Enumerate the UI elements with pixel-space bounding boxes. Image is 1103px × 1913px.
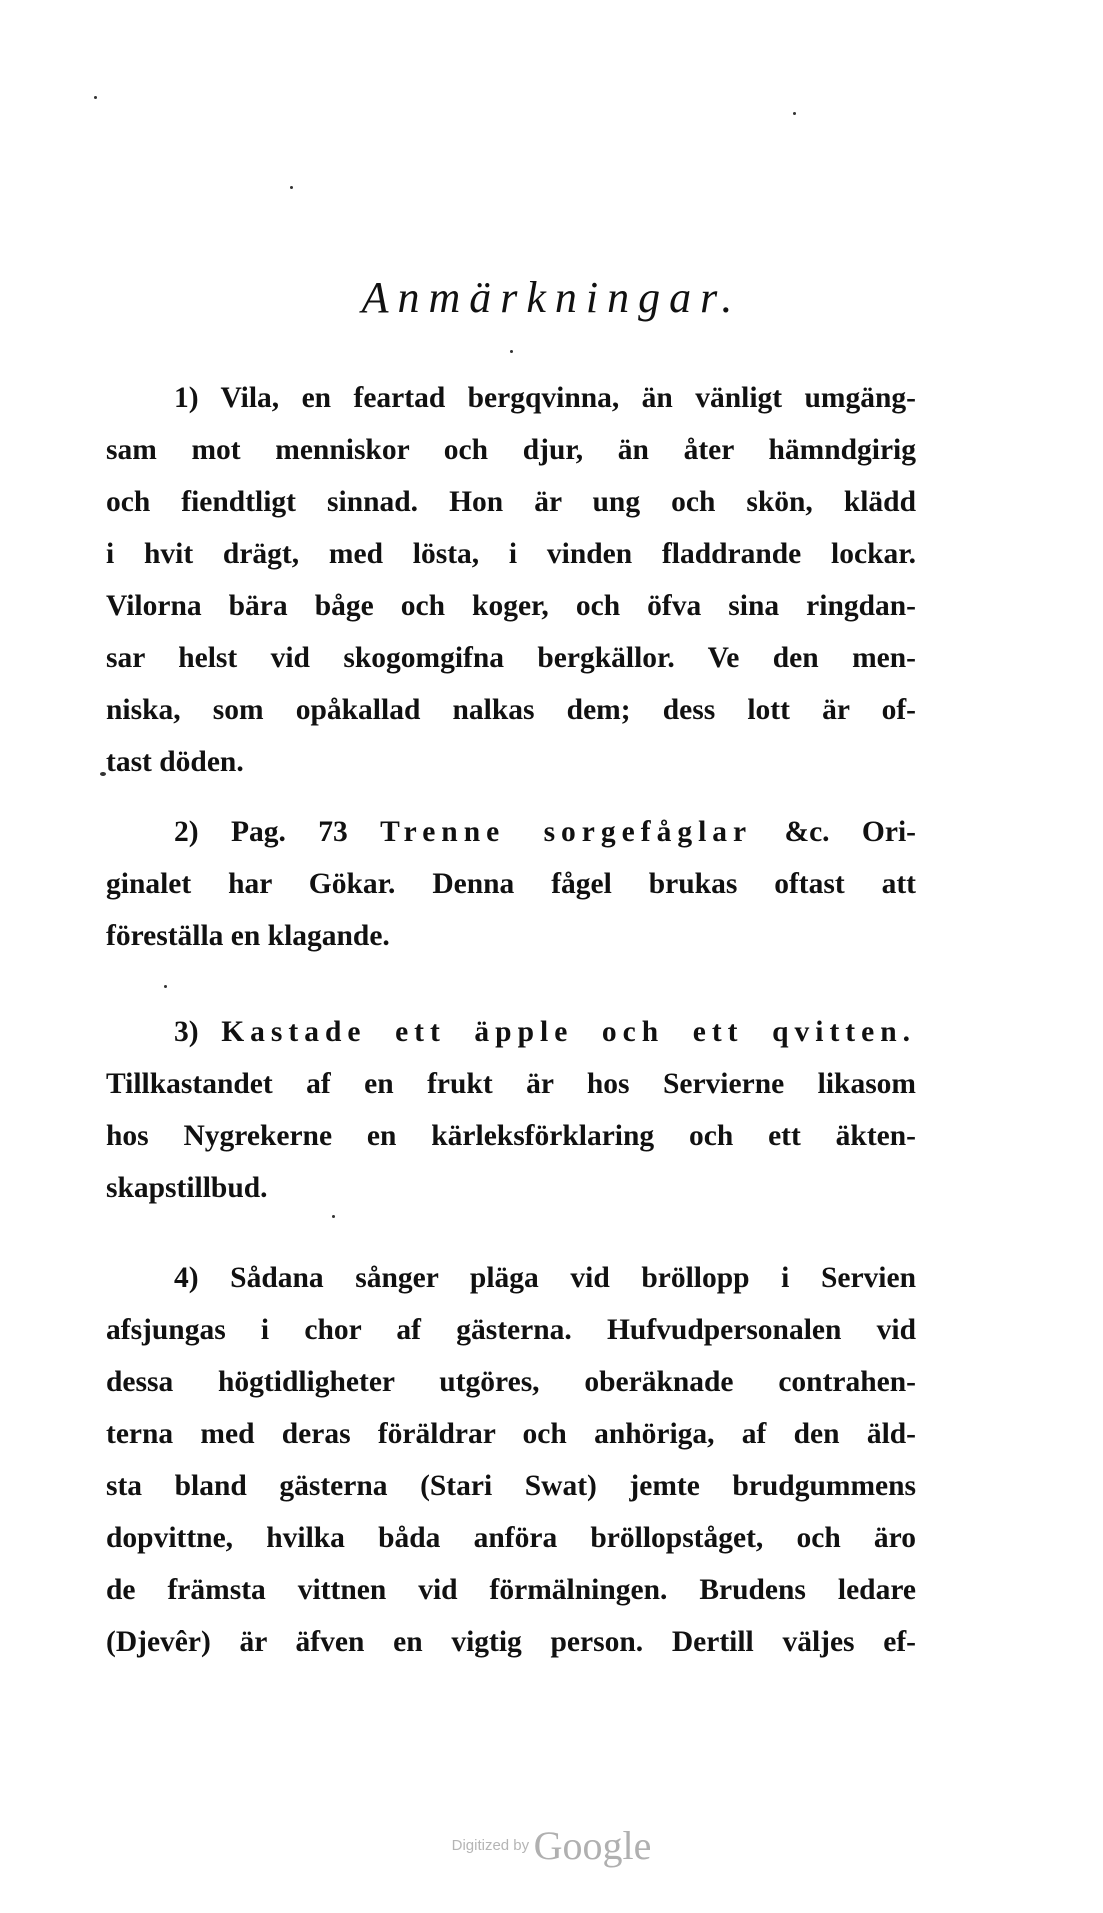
note-prefix: 3) (174, 1016, 222, 1048)
note-line: terna med deras föräldrar och anhöriga, af den äld- (106, 1418, 916, 1450)
scan-speck (332, 1215, 335, 1218)
note-line: sar helst vid skogomgifna bergkällor. Ve den men- (106, 642, 916, 674)
note-line: skapstillbud. (106, 1172, 268, 1204)
note-line: sta bland gästerna (Stari Swat) jemte brudgummens (106, 1470, 916, 1502)
scan-speck (100, 772, 106, 776)
note-line: tast döden. (106, 746, 244, 778)
note-prefix: 2) Pag. 73 (174, 816, 381, 848)
note-2 (106, 806, 916, 962)
scan-speck (510, 350, 513, 353)
page-title: Anmärkningar. (361, 273, 742, 322)
note-line: dessa högtidligheter utgöres, oberäknade contrahen- (106, 1366, 916, 1398)
note-line: 1) Vila, en feartad bergqvinna, än vänligt umgäng- (174, 382, 916, 414)
note-3 (106, 1006, 916, 1214)
note-line: hos Nygrekerne en kärleksförklaring och ett äkten- (106, 1120, 916, 1152)
note-suffix: &c. Ori- (752, 816, 916, 848)
note-spaced-phrase: Trenne sorgefåglar (380, 816, 753, 848)
note-line: Vilorna bära båge och koger, och öfva sina ringdan- (106, 590, 916, 622)
note-line: de främsta vittnen vid förmälningen. Brudens ledare (106, 1574, 916, 1606)
scan-speck (793, 112, 796, 115)
note-4 (106, 1252, 916, 1668)
note-1 (106, 372, 916, 788)
note-first-line (106, 806, 916, 858)
note-line: dopvittne, hvilka båda anföra bröllopståget, och äro (106, 1522, 916, 1554)
note-line: afsjungas i chor af gästerna. Hufvudpersonalen vid (106, 1314, 916, 1346)
note-spaced-phrase: Kastade ett äpple och ett qvitten. (221, 1016, 916, 1048)
scan-speck (164, 985, 167, 988)
note-line: föreställa en klagande. (106, 920, 390, 952)
note-line: (Djevêr) är äfven en vigtig person. Dertill väljes ef- (106, 1626, 916, 1658)
watermark-brand: Google (533, 1823, 652, 1868)
note-first-line (106, 1006, 916, 1058)
watermark-prefix: Digitized by (451, 1837, 530, 1854)
scan-speck (94, 96, 97, 99)
note-line: sam mot menniskor och djur, än åter hämndgirig (106, 434, 916, 466)
digitized-watermark (0, 1822, 1103, 1869)
note-line: Tillkastandet af en frukt är hos Servierne likasom (106, 1068, 916, 1100)
note-line: niska, som opåkallad nalkas dem; dess lott är of- (106, 694, 916, 726)
note-line: 4) Sådana sånger pläga vid bröllopp i Servien (174, 1262, 916, 1294)
note-line: och fiendtligt sinnad. Hon är ung och skön, klädd (106, 486, 916, 518)
scan-speck (290, 186, 293, 189)
note-line: i hvit drägt, med lösta, i vinden fladdrande lockar. (106, 538, 916, 570)
note-line: ginalet har Gökar. Denna fågel brukas oftast att (106, 868, 916, 900)
